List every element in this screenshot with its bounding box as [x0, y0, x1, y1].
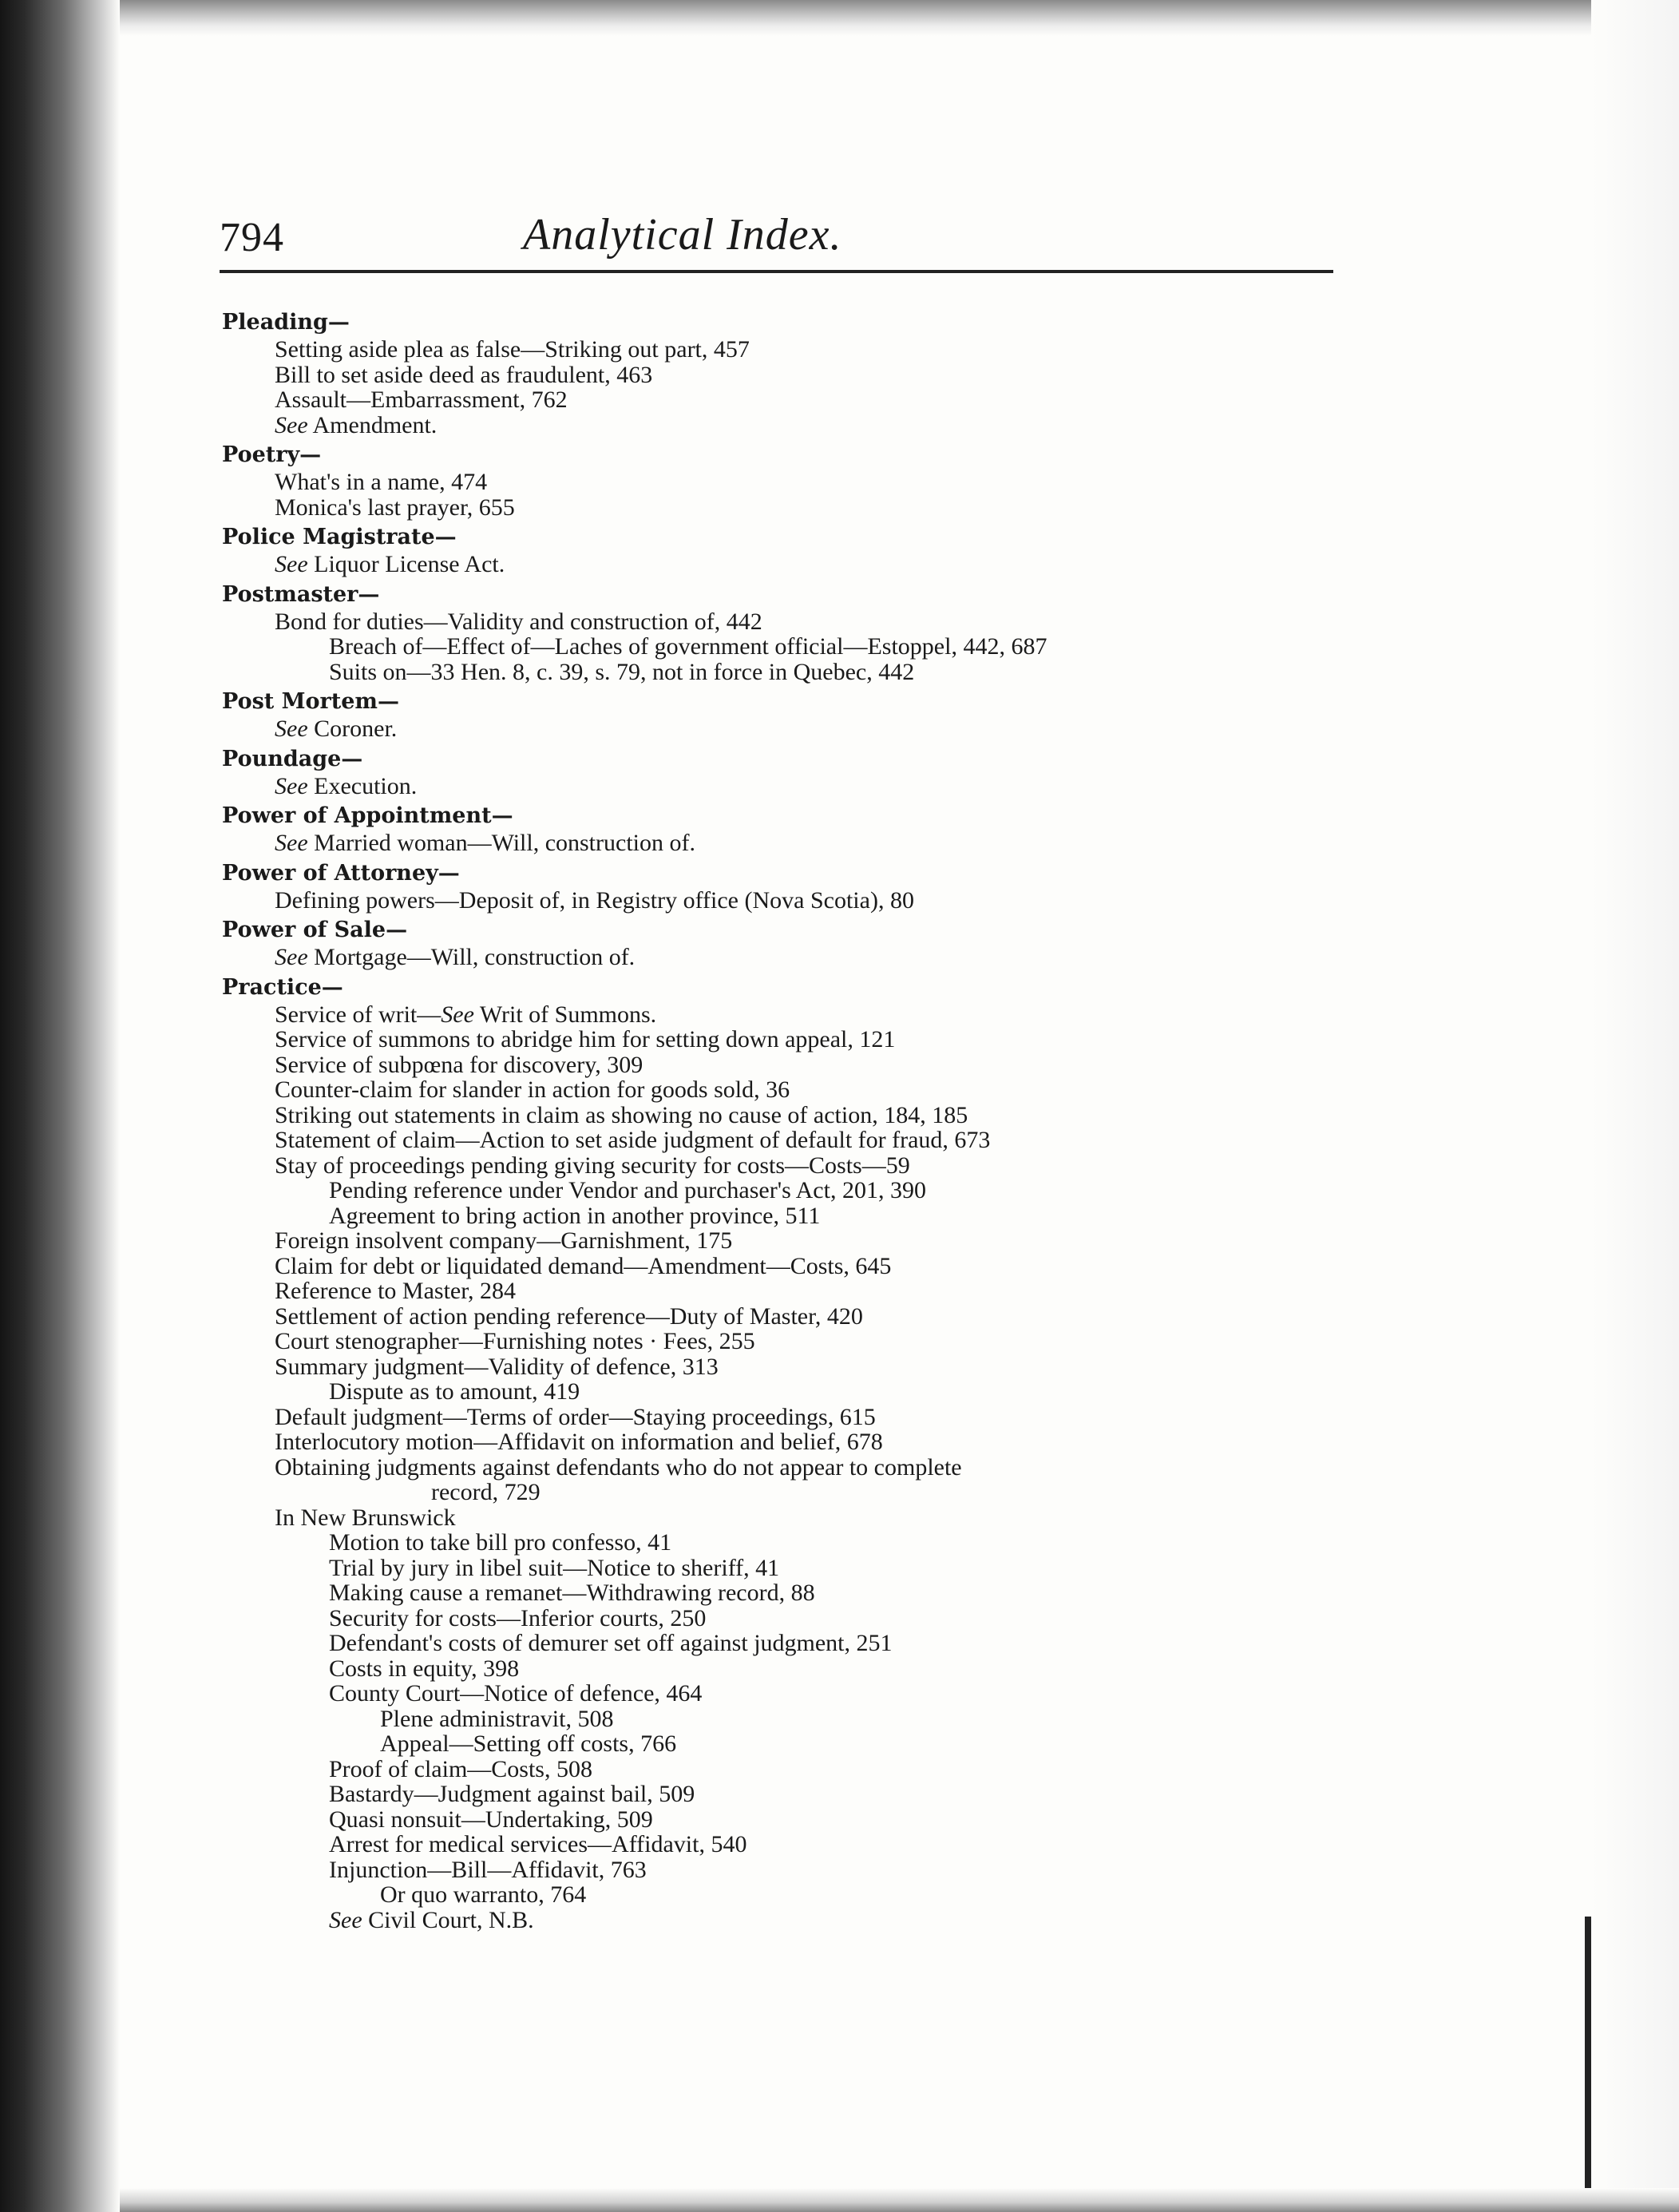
- subentry-text: Injunction—Bill—Affidavit, 763: [329, 1856, 647, 1883]
- index-subentry: [222, 1228, 1356, 1254]
- subentry-text: Liquor License Act.: [314, 551, 505, 577]
- subentry-text: Bond for duties—Validity and construction of, 442: [275, 608, 762, 635]
- index-subentry: [222, 609, 1356, 635]
- subentry-text: Coroner.: [314, 716, 398, 742]
- index-subentry: [222, 1731, 1356, 1757]
- index-subentry: [222, 830, 1356, 856]
- index-subentry: [222, 1782, 1356, 1807]
- index-entry: [222, 581, 1356, 685]
- subentry-text: Married woman—Will, construction of.: [314, 830, 695, 856]
- see-reference-label: See: [275, 551, 308, 577]
- see-reference-label: See: [275, 411, 308, 438]
- index-subentry: [222, 363, 1356, 388]
- index-subentry: [222, 1077, 1356, 1103]
- scan-top-edge: [120, 0, 1679, 36]
- subentry-text: Amendment.: [312, 411, 438, 438]
- subentry-text: Obtaining judgments against defendants who do not appear to complete: [275, 1453, 962, 1481]
- subentry-text: Monica's last prayer, 655: [275, 494, 515, 521]
- page-header: [220, 210, 1333, 270]
- index-subentry: [222, 495, 1356, 521]
- page-number: 794: [220, 215, 284, 260]
- index-heading: Power of Appointment—: [222, 803, 513, 828]
- subentry-text: In New Brunswick: [275, 1504, 456, 1531]
- scan-right-edge: [1591, 0, 1679, 2212]
- subentry-text: Costs in equity, 398: [329, 1655, 520, 1682]
- index-subentry: [222, 1254, 1356, 1279]
- subentry-text: Arrest for medical services—Affidavit, 540: [329, 1831, 747, 1857]
- index-subentry: [222, 1908, 1356, 1933]
- running-title: Analytical Index.: [523, 210, 842, 260]
- index-heading: Poundage—: [222, 746, 363, 771]
- see-reference-label: See: [329, 1906, 362, 1933]
- index-entry: [222, 308, 1356, 438]
- subentry-text: Pending reference under Vendor and purchaser's Act, 201, 390: [329, 1177, 926, 1203]
- index-entry: [222, 859, 1356, 914]
- subentry-text: Quasi nonsuit—Undertaking, 509: [329, 1806, 653, 1833]
- index-subentry: [222, 337, 1356, 363]
- index-subentry: [222, 1379, 1356, 1405]
- index-subentry: [222, 774, 1356, 799]
- subentry-text: Counter-claim for slander in action for goods sold, 36: [275, 1076, 790, 1103]
- index-subentry: [222, 470, 1356, 495]
- index-subentry: [222, 1807, 1356, 1833]
- index-heading: Post Mortem—: [222, 689, 399, 714]
- index-subentry: [222, 888, 1356, 914]
- subentry-text: Claim for debt or liquidated demand—Amendment—Costs, 645: [275, 1252, 892, 1279]
- subentry-text: Foreign insolvent company—Garnishment, 175: [275, 1227, 733, 1254]
- subentry-text: Mortgage—Will, construction of.: [314, 944, 636, 970]
- scan-right-mark: [1585, 1917, 1591, 2204]
- index-entry: [222, 523, 1356, 577]
- index-heading: Postmaster—: [222, 581, 380, 607]
- subentry-text: Plene administravit, 508: [380, 1705, 614, 1732]
- index-subentry: [222, 552, 1356, 577]
- index-heading: Poetry—: [222, 442, 322, 467]
- index-subentry: [222, 945, 1356, 970]
- index-subentry: [222, 1580, 1356, 1606]
- see-reference-label: See: [275, 772, 308, 799]
- subentry-text: Settlement of action pending reference—Duty of Master, 420: [275, 1302, 863, 1330]
- index-subentry: [222, 716, 1356, 742]
- index-subentry: [222, 1128, 1356, 1153]
- index-subentry: [222, 1027, 1356, 1052]
- index-subentry: [222, 387, 1356, 413]
- index-subentry: [222, 1329, 1356, 1354]
- index-subentry: [222, 1857, 1356, 1883]
- subentry-text: Appeal—Setting off costs, 766: [380, 1730, 677, 1757]
- see-reference-label: See: [275, 944, 308, 970]
- index-subentry: [222, 1002, 1356, 1028]
- index-subentry: [222, 1656, 1356, 1682]
- subentry-text: Setting aside plea as false—Striking out part, 457: [275, 336, 750, 363]
- index-subentry: [222, 1505, 1356, 1531]
- subentry-text: Security for costs—Inferior courts, 250: [329, 1604, 707, 1631]
- subentry-text: Trial by jury in libel suit—Notice to sheriff, 41: [329, 1554, 780, 1581]
- subentry-text: What's in a name, 474: [275, 469, 488, 495]
- index-subentry: [222, 634, 1356, 660]
- subentry-text: Bastardy—Judgment against bail, 509: [329, 1781, 695, 1807]
- subentry-text: County Court—Notice of defence, 464: [329, 1680, 703, 1707]
- index-subentry: [222, 1606, 1356, 1631]
- index-subentry: [222, 1757, 1356, 1782]
- index-subentry: [222, 1832, 1356, 1857]
- index-heading: Power of Sale—: [222, 918, 408, 942]
- subentry-text: Defining powers—Deposit of, in Registry office (Nova Scotia), 80: [275, 886, 914, 914]
- see-reference-label: See: [275, 716, 308, 742]
- subentry-text: Court stenographer—Furnishing notes · Fees, 255: [275, 1328, 755, 1354]
- subentry-text: Defendant's costs of demurer set off against judgment, 251: [329, 1630, 893, 1656]
- index-entry: [222, 745, 1356, 799]
- index-heading: Power of Attorney—: [222, 860, 460, 886]
- see-reference-label: See: [275, 830, 308, 856]
- index-subentry: [222, 1681, 1356, 1707]
- subentry-text: Stay of proceedings pending giving security for costs—Costs—59: [275, 1152, 910, 1179]
- index-subentry: [222, 1103, 1356, 1128]
- index-entry: [222, 916, 1356, 970]
- index-subentry: [222, 1203, 1356, 1229]
- subentry-text: Striking out statements in claim as showing no cause of action, 184, 185: [275, 1101, 968, 1128]
- subentry-text: Proof of claim—Costs, 508: [329, 1755, 592, 1782]
- subentry-text: Breach of—Effect of—Laches of government official—Estoppel, 442, 687: [329, 633, 1047, 660]
- index-subentry: [222, 1405, 1356, 1430]
- index-subentry: [222, 1153, 1356, 1179]
- index-subentry: [222, 1631, 1356, 1656]
- index-subentry: [222, 1052, 1356, 1078]
- index-entry: [222, 802, 1356, 856]
- subentry-text: Writ of Summons.: [479, 1001, 657, 1028]
- subentry-text: Making cause a remanet—Withdrawing record, 88: [329, 1580, 815, 1606]
- index-subentry: [222, 413, 1356, 438]
- index-subentry: [222, 660, 1356, 685]
- index-subentry: [222, 1278, 1356, 1304]
- subentry-text: Suits on—33 Hen. 8, c. 39, s. 79, not in force in Quebec, 442: [329, 658, 915, 685]
- index-entry: [222, 441, 1356, 520]
- subentry-text: Default judgment—Terms of order—Staying proceedings, 615: [275, 1403, 876, 1430]
- index-subentry: [222, 1178, 1356, 1203]
- subentry-text: Reference to Master, 284: [275, 1278, 517, 1304]
- subentry-text: record, 729: [431, 1479, 541, 1505]
- index-subentry: [222, 1455, 1356, 1481]
- subentry-text: Dispute as to amount, 419: [329, 1378, 580, 1405]
- index-heading: Police Magistrate—: [222, 525, 457, 549]
- subentry-text: Or quo warranto, 764: [380, 1881, 587, 1908]
- subentry-text: Service of writ—: [275, 1001, 442, 1028]
- index-heading: Pleading—: [222, 310, 350, 335]
- index-subentry: [222, 1429, 1356, 1455]
- index-subentry: [222, 1556, 1356, 1581]
- subentry-text: Interlocutory motion—Affidavit on information and belief, 678: [275, 1429, 883, 1455]
- subentry-text: Agreement to bring action in another province, 511: [329, 1202, 821, 1229]
- subentry-text: Service of summons to abridge him for setting down appeal, 121: [275, 1026, 896, 1052]
- index-entry: [222, 688, 1356, 742]
- index-subentry: [222, 1304, 1356, 1330]
- see-reference-label: See: [441, 1001, 474, 1028]
- subentry-text: Motion to take bill pro confesso, 41: [329, 1529, 672, 1556]
- page-binding-edge: [0, 0, 120, 2212]
- subentry-text: Statement of claim—Action to set aside judgment of default for fraud, 673: [275, 1127, 991, 1153]
- subentry-text: Civil Court, N.B.: [368, 1906, 534, 1933]
- subentry-text: Summary judgment—Validity of defence, 313: [275, 1353, 719, 1380]
- index-subentry: [222, 1480, 1356, 1505]
- subentry-text: Execution.: [314, 772, 418, 799]
- header-rule: [220, 270, 1333, 273]
- subentry-text: Service of subpœna for discovery, 309: [275, 1051, 643, 1078]
- subentry-text: Bill to set aside deed as fraudulent, 463: [275, 361, 653, 388]
- index-entry: [222, 973, 1356, 1933]
- index-heading: Practice—: [222, 974, 343, 1000]
- index-subentry: [222, 1882, 1356, 1908]
- scan-bottom-edge: [120, 2188, 1679, 2212]
- index-subentry: [222, 1354, 1356, 1380]
- index-subentry: [222, 1530, 1356, 1556]
- subentry-text: Assault—Embarrassment, 762: [275, 387, 568, 413]
- index-subentry: [222, 1707, 1356, 1732]
- index-list: [222, 308, 1356, 1936]
